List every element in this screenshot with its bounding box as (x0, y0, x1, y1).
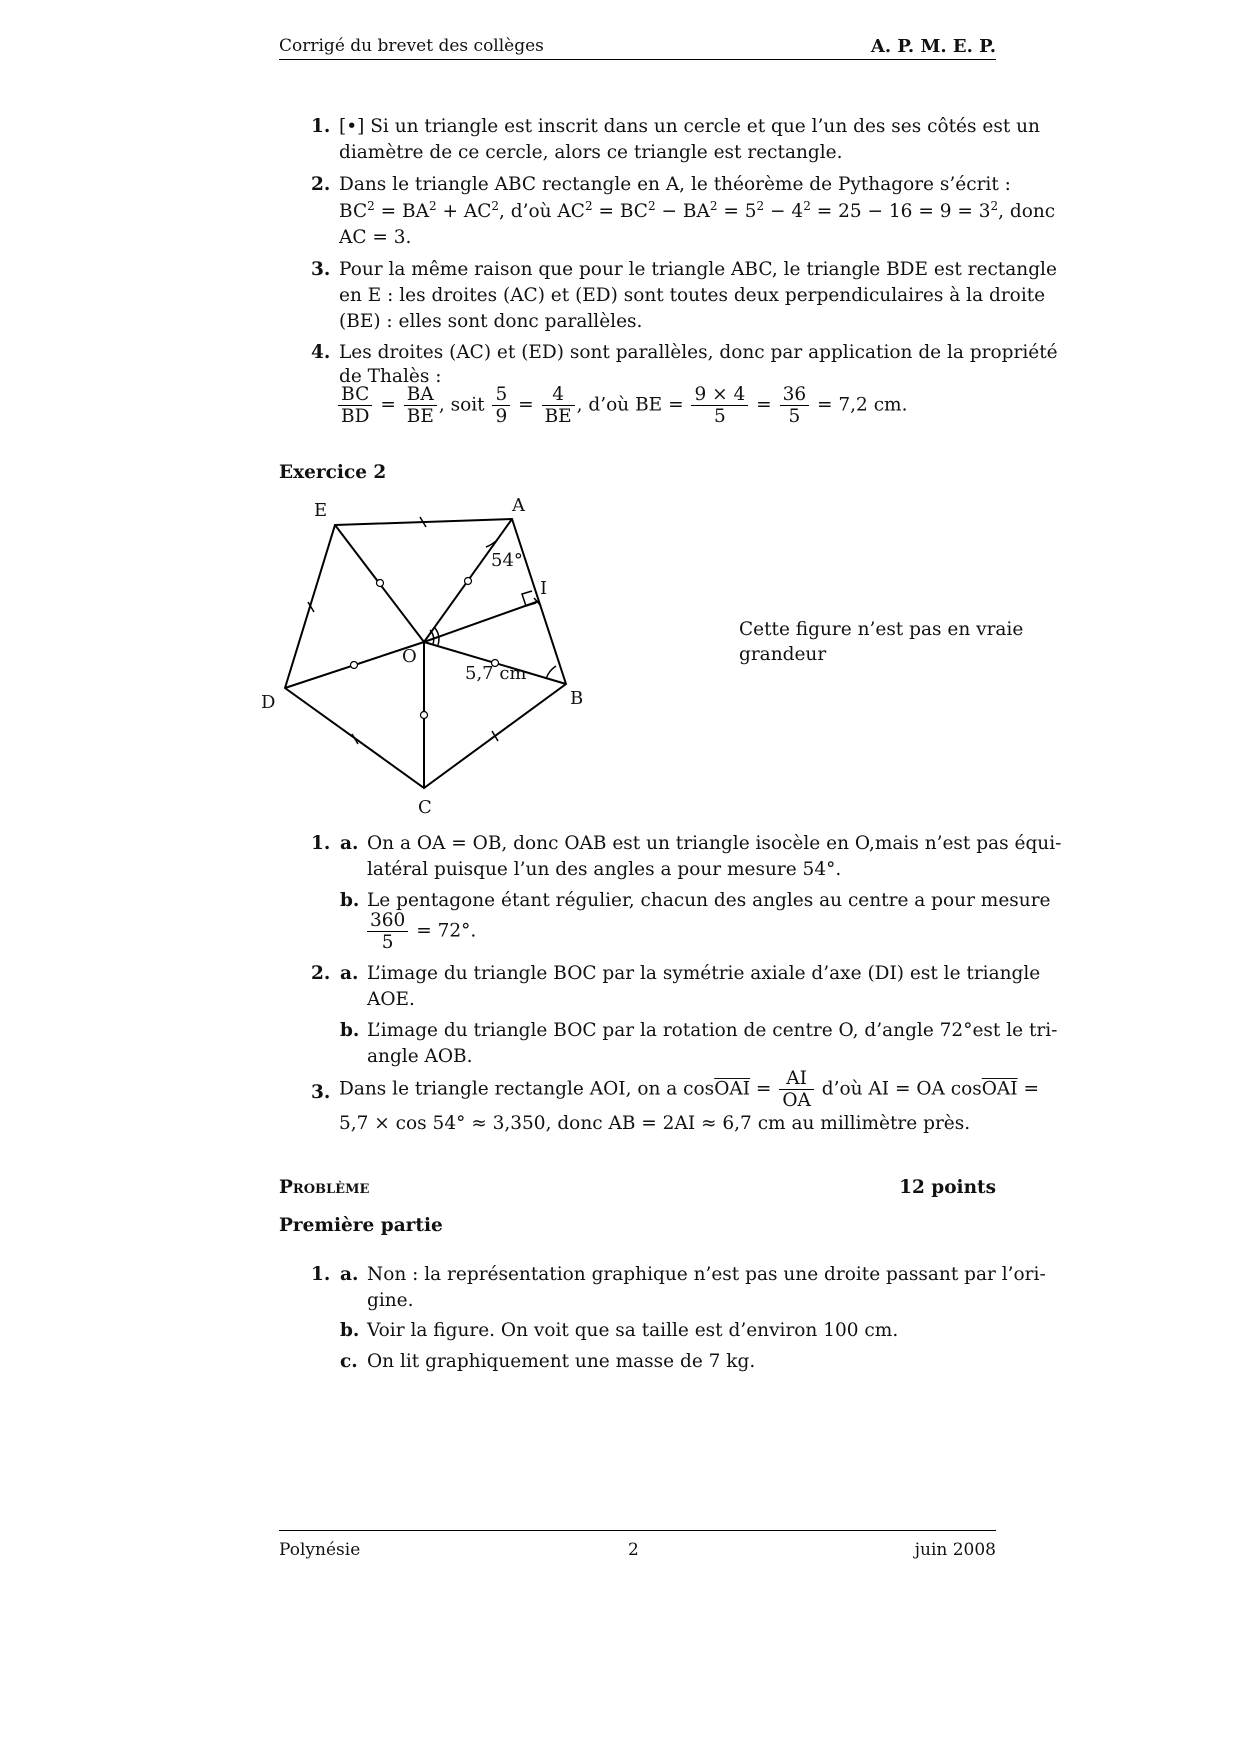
label-e: E (314, 500, 328, 521)
fraction-5-9: $\frac{5}{9}$ (492, 384, 510, 427)
ex2-q2-number: 2. (311, 963, 331, 984)
ex2-q1a-line1: On a OA = OB, donc OAB est un triangle isocèle en O,mais n’est pas équi- (367, 833, 1062, 854)
probleme-points: 12 points (899, 1177, 996, 1198)
prob-q1a-line1: Non : la représentation graphique n’est pas une droite passant par l’ori- (367, 1264, 1046, 1285)
footer-left: Polynésie (279, 1540, 361, 1560)
angle-label: 54° (491, 550, 523, 571)
footer-right: juin 2008 (914, 1540, 996, 1560)
header-right: A. P. M. E. P. (870, 36, 996, 57)
label-i: I (540, 578, 548, 599)
ex2-q3-number: 3. (311, 1082, 331, 1103)
ex1-q4-thales-equation: $\frac{BC}{BD}$ = $\frac{BA}{BE}$ , soit $\frac{5}{9}$ = $\frac{4}{BE}$ , d’où BE = $\frac{9 \times 4}{5}$ = $\frac{36}{5}$ = 7,2 cm. (336, 384, 907, 427)
footer-rule (279, 1530, 996, 1531)
probleme-part-title: Première partie (279, 1215, 443, 1236)
ex2-q3-line2: 5,7 × cos 54° ≈ 3,350, donc AB = 2AI ≈ 6,7 cm au millimètre près. (339, 1113, 971, 1134)
ex1-q2-line2: $BC^2 = BA^2 + AC^2$, d’où $AC^2 = BC^2 - BA^2 = 5^2 - 4^2 = 25 - 16 = 9 = 3^2$, donc (339, 199, 1056, 222)
ex1-q2-number: 2. (311, 174, 331, 195)
pentagon-figure (255, 495, 600, 825)
pentagon-outline (285, 519, 566, 788)
ex2-q2a-line1: L’image du triangle BOC par la symétrie axiale d’axe (DI) est le triangle (367, 963, 1041, 984)
fraction-ba-be: $\frac{BA}{BE}$ (404, 384, 437, 427)
footer-page-number: 2 (628, 1540, 639, 1560)
fraction-9x4-5: $\frac{9 \times 4}{5}$ (691, 384, 748, 427)
angle-mark-b (546, 666, 556, 679)
ex2-q1-number: 1. (311, 833, 331, 854)
header-rule (279, 59, 996, 60)
ex1-q3-number: 3. (311, 259, 331, 280)
figure-note-line1: Cette figure n’est pas en vraie (739, 619, 1024, 640)
fraction-4-be: $\frac{4}{BE}$ (542, 384, 575, 427)
ex1-q4-number: 4. (311, 342, 331, 363)
segment-oi (424, 601, 539, 642)
ex2-q2b-line1: L’image du triangle BOC par la rotation de centre O, d’angle 72°est le tri- (367, 1020, 1058, 1041)
ex1-q2-line3: AC = 3. (339, 227, 412, 248)
label-b: B (570, 688, 584, 709)
ex1-q1-number: 1. (311, 116, 331, 137)
ex1-q1-line2: diamètre de ce cercle, alors ce triangle est rectangle. (339, 142, 843, 163)
ex2-q2b-line2: angle AOB. (367, 1046, 473, 1067)
fraction-ai-oa: $\frac{AI}{OA}$ (779, 1068, 814, 1111)
prob-q1c-label: c. (340, 1351, 358, 1372)
ex1-q1-line1: [•] Si un triangle est inscrit dans un cercle et que l’un des ses côtés est un (339, 116, 1040, 137)
ex1-q2-line1: Dans le triangle ABC rectangle en A, le théorème de Pythagore s’écrit : (339, 174, 1011, 195)
ex1-q3-line1: Pour la même raison que pour le triangle ABC, le triangle BDE est rectangle (339, 259, 1057, 280)
ex2-q2a-line2: AOE. (367, 989, 415, 1010)
fraction-36-5: $\frac{36}{5}$ (780, 384, 810, 427)
tick-od (351, 662, 358, 669)
ex2-q1b-line1: Le pentagone étant régulier, chacun des angles au centre a pour mesure (367, 890, 1051, 911)
ex1-q4-line1: Les droites (AC) et (ED) sont parallèles, donc par application de la propriété (339, 342, 1058, 363)
label-a: A (512, 495, 525, 516)
header-left: Corrigé du brevet des collèges (279, 36, 544, 56)
prob-q1a-line2: gine. (367, 1290, 414, 1311)
label-c: C (418, 797, 432, 818)
ex2-q3-line1: Dans le triangle rectangle AOI, on a $\cos\overline{OAI}$ = $\frac{AI}{OA}$ d’où AI = OA $\cos\overline{OAI}$ = (339, 1068, 1039, 1111)
prob-q1-number: 1. (311, 1264, 331, 1285)
ex2-title: Exercice 2 (279, 462, 387, 483)
ex2-q2b-label: b. (340, 1020, 360, 1041)
prob-q1b-text: Voir la figure. On voit que sa taille est d’environ 100 cm. (367, 1320, 899, 1341)
ex2-q2a-label: a. (340, 963, 359, 984)
tick-oe (377, 580, 384, 587)
length-label: 5,7 cm (465, 663, 527, 684)
tick-oa (465, 578, 472, 585)
prob-q1b-label: b. (340, 1320, 360, 1341)
prob-q1c-text: On lit graphiquement une masse de 7 kg. (367, 1351, 756, 1372)
ex2-q1b-equation: $\frac{360}{5}$ = 72°. (365, 910, 476, 953)
probleme-title: Problème (279, 1177, 370, 1198)
label-d: D (261, 692, 276, 713)
ex1-q3-line3: (BE) : elles sont donc parallèles. (339, 311, 643, 332)
ex1-q3-line2: en E : les droites (AC) et (ED) sont toutes deux perpendiculaires à la droite (339, 285, 1046, 306)
prob-q1a-label: a. (340, 1264, 359, 1285)
tick-oc (421, 712, 428, 719)
ex1-q4-line2: de Thalès : (339, 366, 442, 387)
figure-note-line2: grandeur (739, 644, 827, 665)
fraction-bc-bd: $\frac{BC}{BD}$ (338, 384, 372, 427)
fraction-360-5: $\frac{360}{5}$ (367, 910, 408, 953)
tick-cb (492, 731, 498, 741)
ex2-q1a-line2: latéral puisque l’un des angles a pour mesure 54°. (367, 859, 842, 880)
label-o: O (402, 646, 417, 667)
ex2-q1b-label: b. (340, 890, 360, 911)
ex2-q1a-label: a. (340, 833, 359, 854)
